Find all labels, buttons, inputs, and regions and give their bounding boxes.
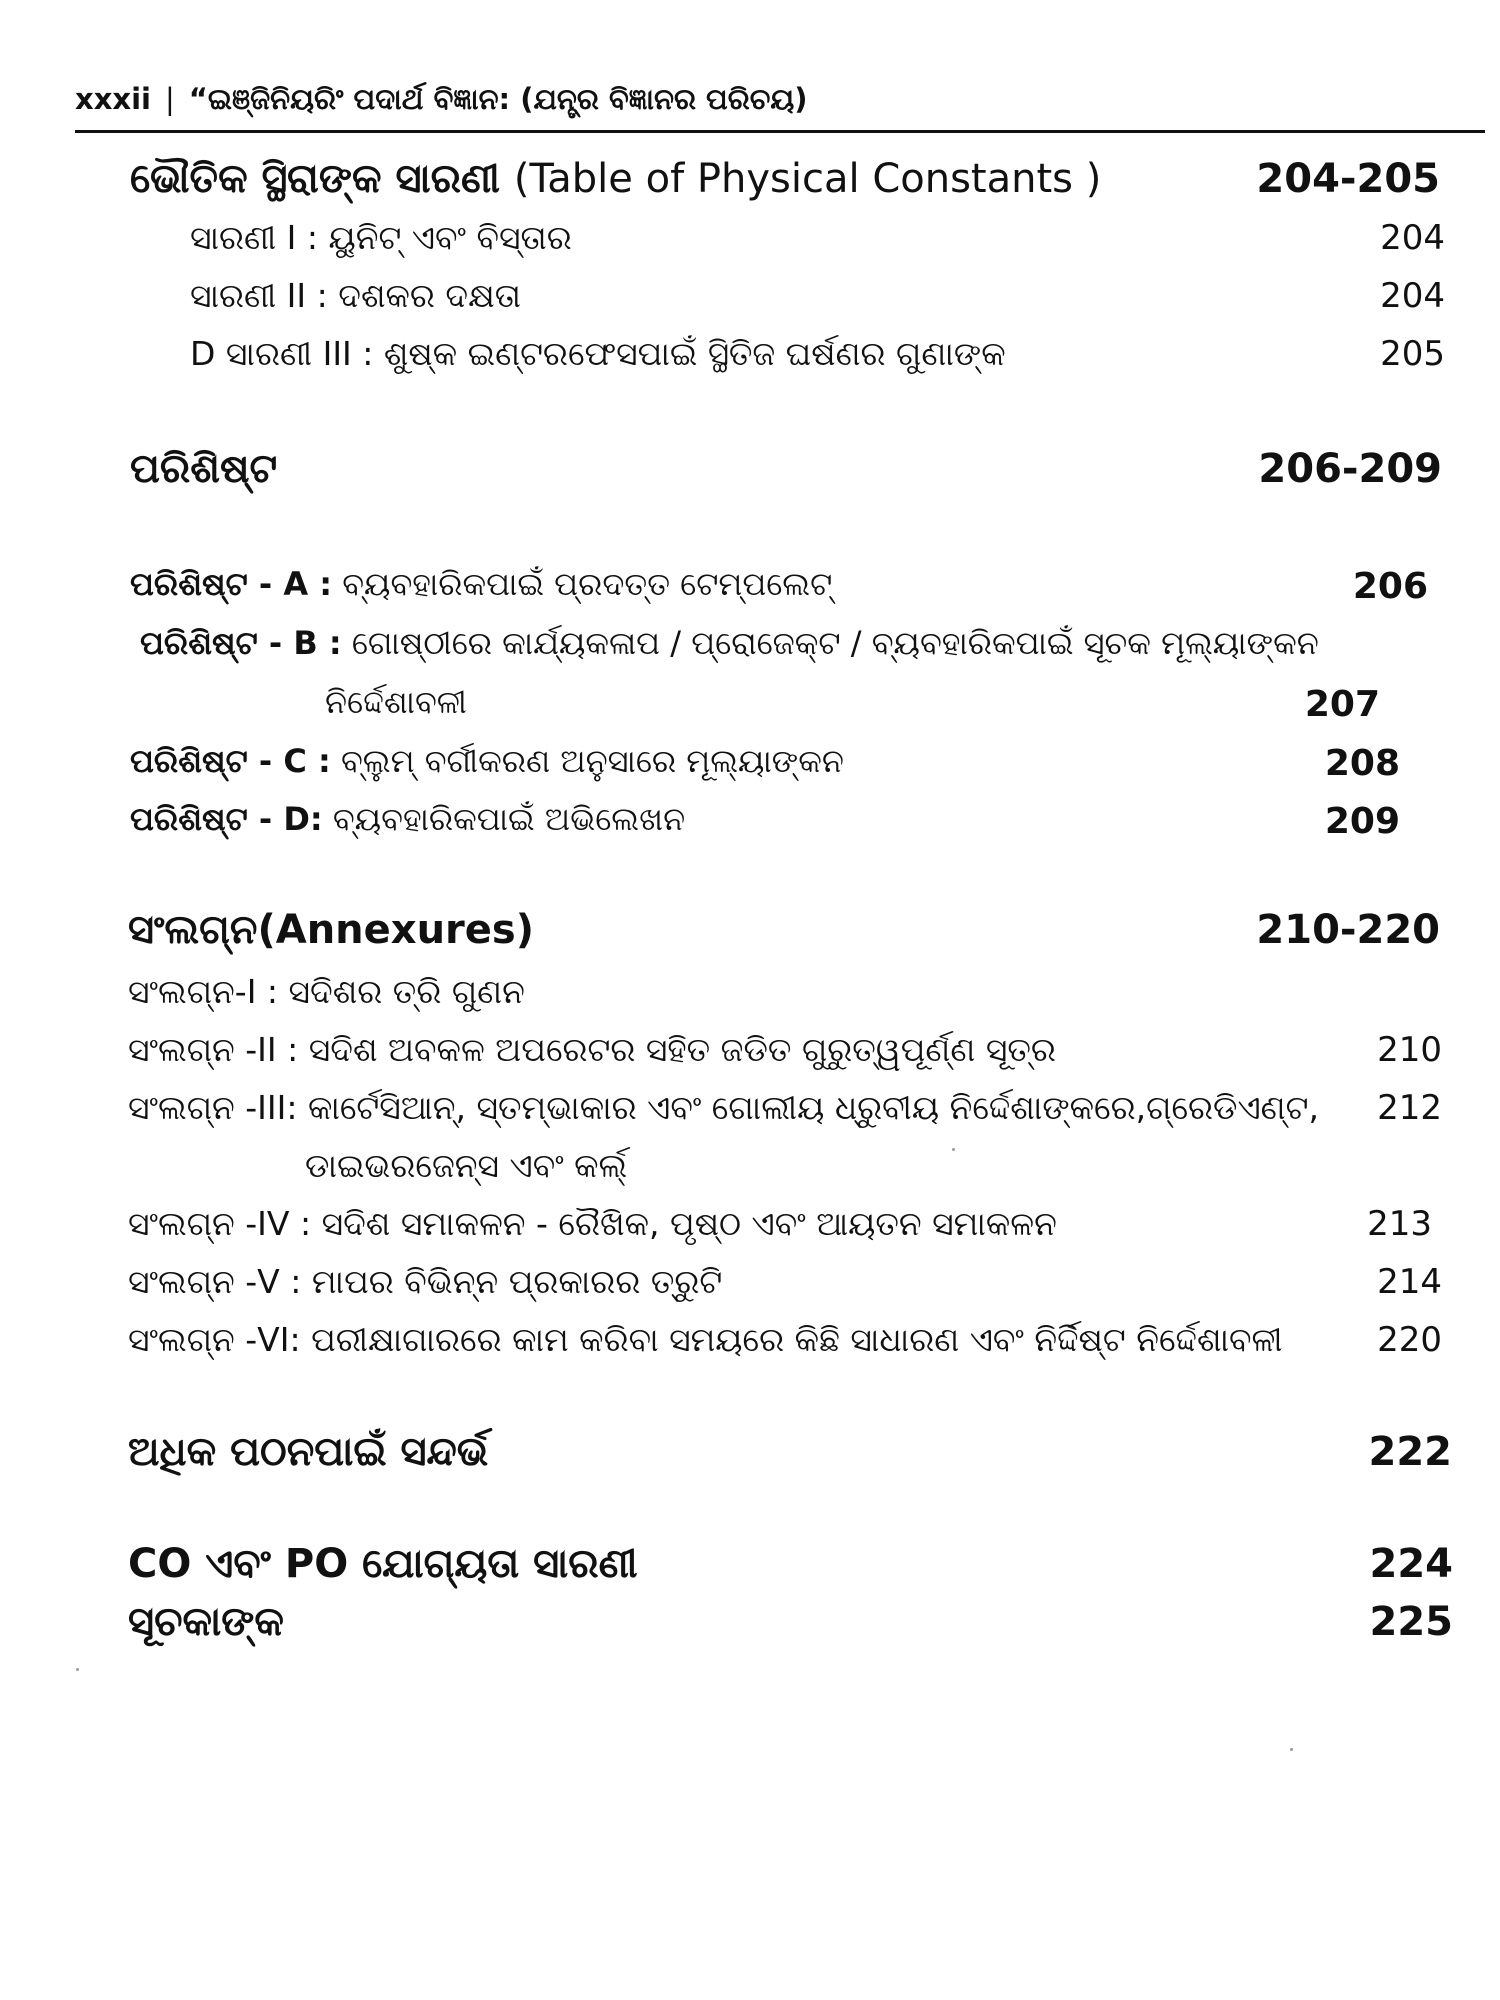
appendix-b-page: 207 xyxy=(1304,684,1380,725)
toc-heading-appendix: ପରିଶିଷ୍ଟ xyxy=(130,446,278,492)
index-page: 225 xyxy=(1369,1599,1453,1645)
annexure-5-page: 214 xyxy=(1377,1262,1442,1302)
scan-speck xyxy=(1290,1748,1293,1751)
annexure-2-page: 210 xyxy=(1377,1030,1442,1070)
running-header xyxy=(75,82,1485,117)
appendix-b-prefix: ପରିଶିଷ୍ଟ - B : xyxy=(140,624,342,662)
appendix-page-range: 206-209 xyxy=(1258,446,1442,492)
appendix-d-page: 209 xyxy=(1324,801,1400,842)
toc-entry-appendix-b xyxy=(140,624,1319,662)
appendix-c-prefix: ପରିଶିଷ୍ଟ - C : xyxy=(130,742,331,780)
appendix-b-label: ଗୋଷ୍ଠୀରେ କାର୍ଯ୍ୟକଳାପ / ପ୍ରୋଜେକ୍ଟ / ବ୍ୟବହାରିକପାଇଁ ସୂଚକ ମୂଲ୍ୟାଙ୍କନ xyxy=(341,624,1319,662)
scan-speck xyxy=(952,1148,955,1151)
toc-entry-annexure-1: ସଂଲଗ୍ନ-I : ସଦିଶର ତ୍ରି ଗୁଣନ xyxy=(128,972,525,1011)
toc-entry-annexure-5: ସଂଲଗ୍ନ -V : ମାପର ବିଭିନ୍ନ ପ୍ରକାରର ତ୍ରୁଟି xyxy=(128,1262,723,1301)
toc-heading-annexures xyxy=(128,906,534,954)
toc-heading-further-reading: ଅଧିକ ପଠନପାଇଁ ସନ୍ଦର୍ଭ xyxy=(128,1429,489,1475)
appendix-c-page: 208 xyxy=(1324,743,1400,784)
toc-entry-table-3-page: 205 xyxy=(1380,334,1445,374)
appendix-a-label: ବ୍ୟବହାରିକପାଇଁ ପ୍ରଦତ୍ତ ଟେମ୍ପଲେଟ୍ xyxy=(332,565,833,603)
toc-entry-table-2: ସାରଣୀ II : ଦଶକର ଦକ୍ଷତା xyxy=(190,276,521,315)
appendix-b-continuation: ନିର୍ଦ୍ଦେଶାବଳୀ xyxy=(325,683,467,721)
toc-heading-index: ସୂଚକାଙ୍କ xyxy=(128,1599,284,1645)
toc-entry-annexure-3: ସଂଲଗ୍ନ -III: କାର୍ଟେସିଆନ୍, ସ୍ତମ୍ଭାକାର ଏବଂ ଗୋଲୀୟ ଧ୍ରୁବୀୟ ନିର୍ଦ୍ଦେଶାଙ୍କରେ,ଗ୍ରେଡିଏଣ୍ଟ, xyxy=(128,1088,1319,1127)
constants-title-english: (Table of Physical Constants ) xyxy=(513,156,1102,202)
toc-entry-appendix-c xyxy=(130,742,844,780)
annexure-4-page: 213 xyxy=(1367,1204,1432,1244)
header-rule xyxy=(75,130,1485,133)
toc-entry-appendix-a xyxy=(130,565,832,603)
co-po-page: 224 xyxy=(1369,1541,1453,1587)
annexure-6-page: 220 xyxy=(1377,1320,1442,1360)
annexures-page-range: 210-220 xyxy=(1256,907,1440,953)
constants-page-range: 204-205 xyxy=(1256,156,1440,202)
appendix-c-label: ବ୍ଲୁମ୍ ବର୍ଗୀକରଣ ଅନୁସାରେ ମୂଲ୍ୟାଙ୍କନ xyxy=(330,742,844,780)
toc-entry-table-2-page: 204 xyxy=(1380,276,1445,316)
toc-entry-table-1-page: 204 xyxy=(1380,218,1445,258)
header-separator: | xyxy=(165,82,175,116)
annexures-title-english: (Annexures) xyxy=(257,907,534,953)
page-number-label: xxxii xyxy=(75,82,151,116)
appendix-d-prefix: ପରିଶିଷ୍ଟ - D: xyxy=(130,800,323,838)
appendix-a-page: 206 xyxy=(1352,566,1428,607)
toc-entry-table-3: D ସାରଣୀ III : ଶୁଷ୍କ ଇଣ୍ଟରଫେସପାଇଁ ସ୍ଥିତିଜ ଘର୍ଷଣର ଗୁଣାଙ୍କ xyxy=(190,334,1006,373)
toc-entry-annexure-6: ସଂଲଗ୍ନ -VI: ପରୀକ୍ଷାଗାରରେ କାମ କରିବା ସମୟରେ କିଛି ସାଧାରଣ ଏବଂ ନିର୍ଦ୍ଦିଷ୍ଟ ନିର୍ଦ୍ଦେଶାବଳୀ xyxy=(128,1320,1283,1359)
toc-entry-table-1: ସାରଣୀ I : ୟୁନିଟ୍ ଏବଂ ବିସ୍ତାର xyxy=(190,218,572,257)
further-reading-page: 222 xyxy=(1368,1429,1452,1475)
toc-heading-co-po: CO ଏବଂ PO ଯୋଗ୍ୟତା ସାରଣୀ xyxy=(128,1541,638,1587)
annexure-3-page: 212 xyxy=(1377,1088,1442,1128)
annexure-3-continuation: ଡାଇଭରଜେନ୍ସ ଏବଂ କର୍ଲ୍ xyxy=(305,1146,628,1185)
toc-entry-annexure-2: ସଂଲଗ୍ନ -II : ସଦିଶ ଅବକଳ ଅପରେଟର ସହିତ ଜଡିତ ଗୁରୁତ୍ୱପୂର୍ଣ୍ଣ ସୂତ୍ର xyxy=(128,1030,1056,1069)
toc-entry-annexure-4: ସଂଲଗ୍ନ -IV : ସଦିଶ ସମାକଳନ - ରୈଖିକ, ପୃଷ୍ଠ ଏବଂ ଆୟତନ ସମାକଳନ xyxy=(128,1204,1057,1243)
appendix-a-prefix: ପରିଶିଷ୍ଟ - A : xyxy=(130,565,333,603)
book-title: “ଇଞ୍ଜିନିୟରିଂ ପଦାର୍ଥ ବିଜ୍ଞାନ: (ଯନ୍ତ୍ର ବିଜ୍ଞାନର ପରିଚୟ) xyxy=(188,82,808,116)
toc-entry-appendix-d xyxy=(130,800,685,838)
appendix-d-label: ବ୍ୟବହାରିକପାଇଁ ଅଭିଲେଖନ xyxy=(322,800,686,838)
constants-title-odia: ଭୌତିକ ସ୍ଥିରାଙ୍କ ସାରଣୀ xyxy=(130,156,514,202)
annexures-title-odia: ସଂଲଗ୍ନ xyxy=(128,907,258,953)
toc-heading-constants xyxy=(130,155,1101,203)
scan-speck xyxy=(76,1668,79,1671)
